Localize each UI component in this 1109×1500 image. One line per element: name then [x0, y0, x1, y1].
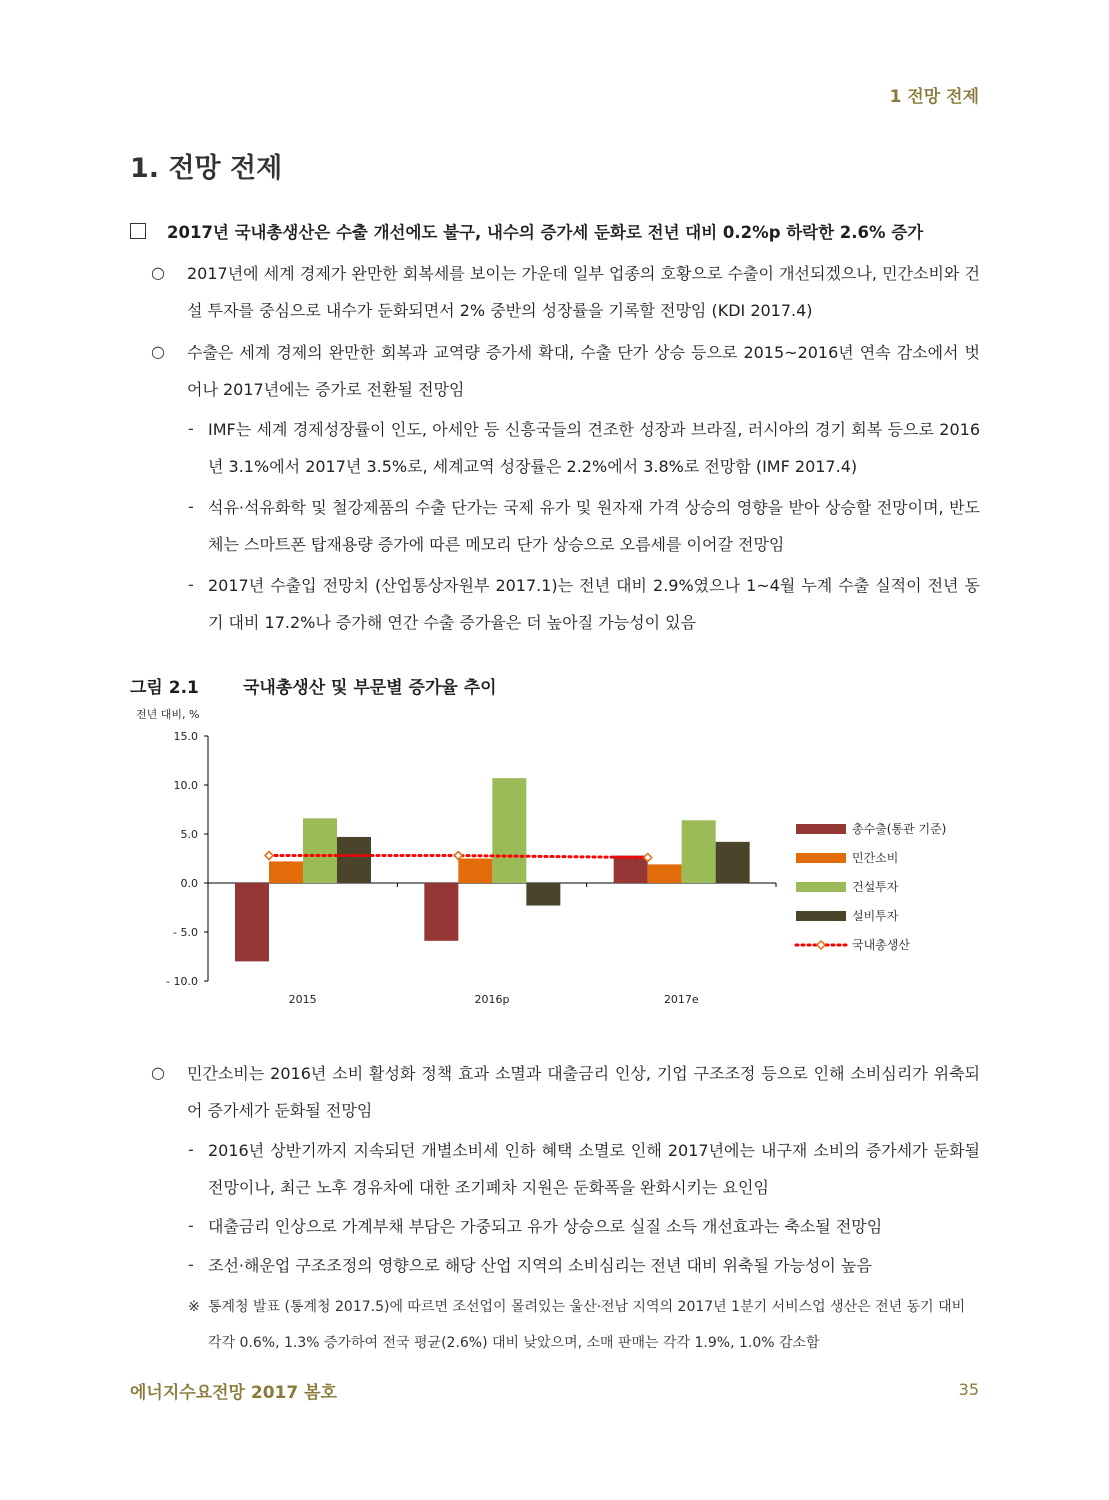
dash-paragraph: IMF는 세계 경제성장률이 인도, 아세안 등 신흥국들의 견조한 성장과 브라질, 러시아의 경기 회복 등으로 2016년 3.1%에서 2017년 3.5%로, 세계교역 성장률은 2.2%에서 3.8%로 전망함 (IMF 2017.4)	[208, 420, 980, 476]
bar-건설투자	[492, 778, 526, 883]
y-tick-label: 10.0	[173, 779, 198, 792]
dash-marker: -	[188, 1216, 194, 1235]
page-number: 35	[958, 1380, 979, 1399]
legend-marker	[817, 941, 825, 949]
bullet-marker: ○	[151, 342, 165, 361]
dash-marker: -	[188, 575, 194, 594]
figure-title: 국내총생산 및 부문별 증가율 추이	[243, 678, 497, 698]
bullet-paragraph: 2017년에 세계 경제가 완만한 회복세를 보이는 가운데 일부 업종의 호황으로 수출이 개선되겠으나, 민간소비와 건설 투자를 중심으로 내수가 둔화되면서 2% 중반의 성장률을 기록할 전망임 (KDI 2017.4)	[187, 264, 980, 320]
legend-label: 총수출(통관 기준)	[852, 822, 947, 836]
bar-민간소비	[648, 864, 682, 883]
legend-label: 민간소비	[852, 851, 899, 865]
bullet-paragraph: 수출은 세계 경제의 완만한 회복과 교역량 증가세 확대, 수출 단가 상승 등으로 2015~2016년 연속 감소에서 벗어나 2017년에는 증가로 전환될 전망임	[187, 343, 980, 399]
bullet-marker: ○	[151, 1063, 165, 1082]
summary-heading	[130, 219, 980, 243]
bar-건설투자	[303, 818, 337, 883]
publication-title: 에너지수요전망 2017 봄호	[130, 1383, 337, 1403]
dash-marker: -	[188, 497, 194, 516]
dash-marker: -	[188, 419, 194, 438]
legend-swatch	[796, 911, 846, 921]
x-tick-label: 2015	[288, 993, 317, 1006]
bar-설비투자	[716, 842, 750, 883]
y-tick-label: 15.0	[173, 730, 198, 743]
dash-paragraph: 2017년 수출입 전망치 (산업통상자원부 2017.1)는 전년 대비 2.9%였으나 1~4월 누계 수출 실적이 전년 동기 대비 17.2%나 증가해 연간 수출 증가율은 더 높아질 가능성이 있음	[208, 576, 980, 632]
y-tick-label: - 5.0	[173, 926, 198, 939]
bar-민간소비	[269, 861, 303, 883]
x-tick-label: 2017e	[663, 993, 699, 1006]
bullet-marker: ○	[151, 263, 165, 282]
dash-marker: -	[188, 1140, 194, 1159]
bar-설비투자	[337, 837, 371, 883]
legend-label: 설비투자	[852, 909, 899, 923]
summary-heading-text: 2017년 국내총생산은 수출 개선에도 불구, 내수의 증가세 둔화로 전년 대비 0.2%p 하락한 2.6% 증가	[167, 223, 924, 242]
legend-label: 국내총생산	[852, 938, 910, 952]
note-marker: ※	[188, 1299, 200, 1315]
chart	[128, 700, 988, 1020]
dash-marker: -	[188, 1255, 194, 1274]
bullet-paragraph: 민간소비는 2016년 소비 활성화 정책 효과 소멸과 대출금리 인상, 기업 구조조정 등으로 인해 소비심리가 위축되어 증가세가 둔화될 전망임	[187, 1064, 980, 1120]
note-paragraph: 통계청 발표 (통계청 2017.5)에 따르면 조선업이 몰려있는 울산·전남 지역의 2017년 1분기 서비스업 생산은 전년 동기 대비 각각 0.6%, 1.3% 증가하여 전국 평균(2.6%) 대비 낮았으며, 소매 판매는 각각 1.9%, 1.0% 감소함	[208, 1299, 966, 1351]
legend-swatch	[796, 882, 846, 892]
chart-svg	[128, 700, 988, 1020]
legend-swatch	[796, 824, 846, 834]
bar-민간소비	[458, 859, 492, 884]
y-tick-label: 5.0	[180, 828, 198, 841]
figure-label: 그림 2.1	[130, 678, 199, 698]
dash-paragraph: 조선·해운업 구조조정의 영향으로 해당 산업 지역의 소비심리는 전년 대비 위축될 가능성이 높음	[208, 1256, 872, 1275]
line-marker	[454, 852, 462, 860]
y-tick-label: - 10.0	[166, 975, 198, 988]
bar-총수출(통관 기준)	[235, 883, 269, 961]
dash-paragraph: 석유·석유화학 및 철강제품의 수출 단가는 국제 유가 및 원자재 가격 상승의 영향을 받아 상승할 전망이며, 반도체는 스마트폰 탑재용량 증가에 따른 메모리 단가 상승으로 오름세를 이어갈 전망임	[208, 498, 980, 554]
bar-건설투자	[682, 820, 716, 883]
y-axis-label: 전년 대비, %	[136, 708, 200, 721]
x-tick-label: 2016p	[474, 993, 510, 1006]
legend-swatch	[796, 853, 846, 863]
line-marker	[265, 852, 273, 860]
dash-paragraph: 대출금리 인상으로 가계부채 부담은 가중되고 유가 상승으로 실질 소득 개선효과는 축소될 전망임	[208, 1217, 883, 1236]
y-tick-label: 0.0	[180, 877, 198, 890]
checkbox-square-icon	[130, 223, 146, 239]
dash-paragraph: 2016년 상반기까지 지속되던 개별소비세 인하 혜택 소멸로 인해 2017년에는 내구재 소비의 증가세가 둔화될 전망이나, 최근 노후 경유차에 대한 조기폐차 지원은 둔화폭을 완화시키는 요인임	[208, 1141, 980, 1197]
running-head: 1 전망 전제	[889, 87, 979, 107]
legend-label: 건설투자	[852, 880, 899, 894]
bar-총수출(통관 기준)	[424, 883, 458, 941]
section-title: 1. 전망 전제	[130, 153, 283, 184]
bar-설비투자	[526, 883, 560, 906]
bar-총수출(통관 기준)	[614, 856, 648, 883]
